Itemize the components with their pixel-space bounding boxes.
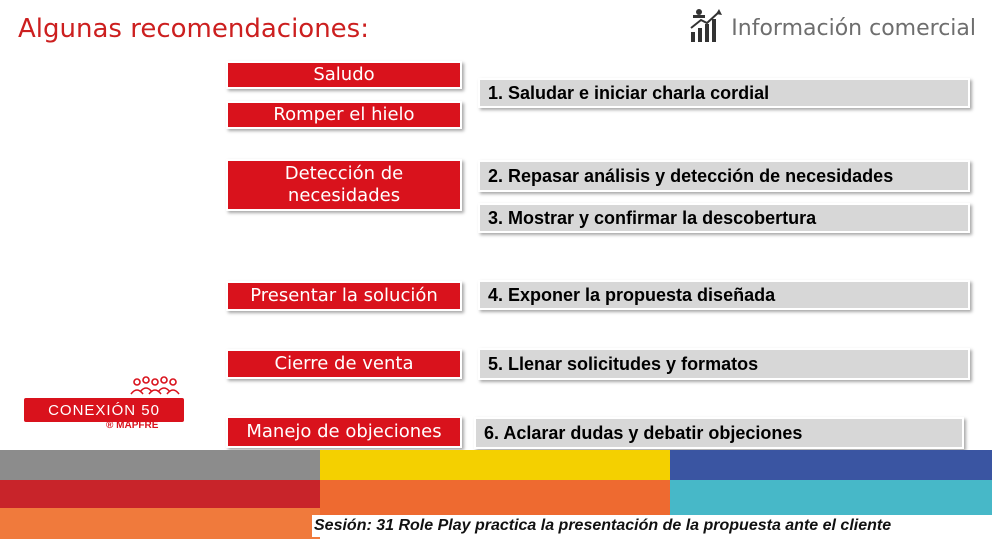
band-orange [0,508,320,539]
band-teal [670,480,992,515]
step-saludo[interactable] [226,61,462,89]
action-4[interactable] [478,280,970,310]
step-label: Manejo de objeciones [246,421,442,443]
action-label: 4. Exponer la propuesta diseñada [488,284,776,305]
action-1[interactable] [478,78,970,108]
step-label: Romper el hielo [273,104,415,126]
step-presentar[interactable] [226,281,462,311]
action-5[interactable] [478,348,970,380]
action-label: 2. Repasar análisis y detección de necesidades [488,165,894,186]
people-icon [24,376,184,400]
band-orange-mid [320,480,670,515]
band-red [0,480,320,508]
action-3[interactable] [478,203,970,233]
action-label: 5. Llenar solicitudes y formatos [488,353,759,374]
band-grey [0,450,320,480]
action-2[interactable] [478,160,970,192]
conexion-50-logo [24,376,184,438]
step-romper-hielo[interactable] [226,101,462,129]
step-label: Detección de necesidades [284,163,404,206]
band-blue [670,450,992,480]
logo-name: CONEXIÓN 50 [24,398,184,422]
action-label: 3. Mostrar y confirmar la descobertura [488,207,817,228]
section-header [689,10,976,46]
action-label: 1. Saludar e iniciar charla cordial [488,82,770,103]
section-label: Información comercial [731,15,976,41]
logo-brand: ® MAPFRE [106,420,159,431]
action-label: 6. Aclarar dudas y debatir objeciones [484,422,803,443]
page-title: Algunas recomendaciones: [18,14,369,44]
step-objeciones[interactable] [226,416,462,448]
step-label: Presentar la solución [250,285,438,307]
step-label: Cierre de venta [274,353,414,375]
footer-session-text: Sesión: 31 Role Play practica la presentación de la propuesta ante el cliente [312,515,986,537]
action-6[interactable] [474,417,964,449]
step-cierre[interactable] [226,349,462,379]
business-growth-icon [689,8,723,48]
step-deteccion[interactable] [226,159,462,211]
step-label: Saludo [313,64,375,86]
band-yellow [320,450,670,480]
